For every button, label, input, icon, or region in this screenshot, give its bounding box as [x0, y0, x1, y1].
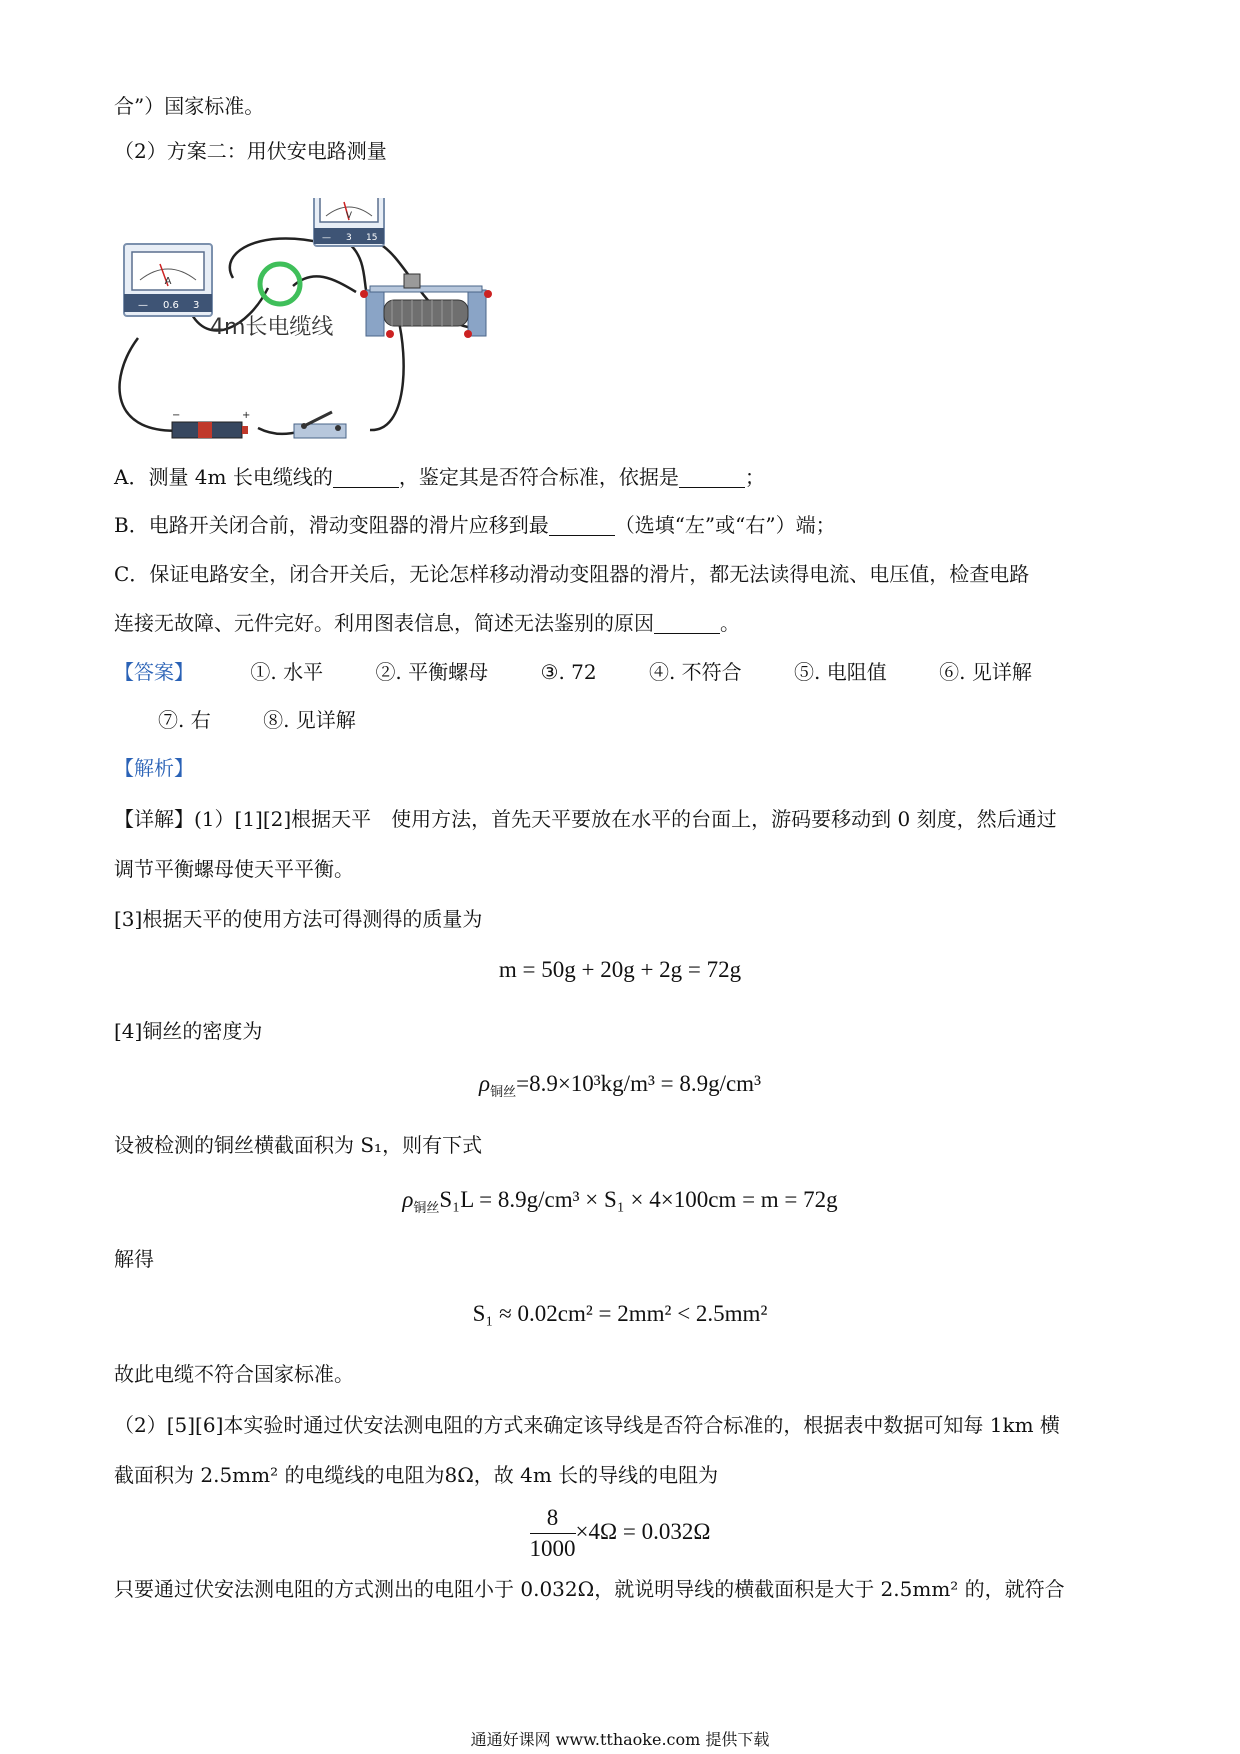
text-line: [3]根据天平的使用方法可得测得的质量为 [114, 907, 483, 931]
question-c: C．保证电路安全，闭合开关后，无论怎样移动滑动变阻器的滑片，都无法读得电流、电压值，检查电路 [114, 562, 1030, 586]
analysis-label: 【解析】 [114, 756, 194, 780]
text-line: 故此电缆不符合国家标准。 [114, 1362, 354, 1386]
circuit-figure [108, 198, 548, 446]
text-line: 【详解】(1）[1][2]根据天平 使用方法，首先天平要放在水平的台面上，游码要移动到 0 刻度，然后通过 [114, 807, 1057, 831]
text-line: [4]铜丝的密度为 [114, 1019, 263, 1043]
svg-text:—: — [322, 233, 331, 243]
answer-item: ②. 平衡螺母 [375, 660, 489, 684]
ammeter-letter: A [164, 276, 172, 287]
question-c-cont: 连接无故障、元件完好。利用图表信息，简述无法鉴别的原因 。 [114, 611, 740, 635]
svg-text:−: − [172, 410, 181, 421]
answer-label: 【答案】 [114, 660, 194, 684]
answer-item: ①. 水平 [250, 660, 324, 684]
equation-mass: m = 50g + 20g + 2g = 72g [498, 957, 742, 982]
answer-blank [333, 467, 399, 488]
equation-area: $\rho_{铜丝}S_1L = 8.9g/cm^3 \times S_1 \times 4\times 100cm = m = 72g$ [402, 1187, 838, 1215]
svg-text:—: — [138, 300, 148, 311]
voltmeter [314, 198, 384, 246]
switch [294, 412, 346, 438]
answer-item: ⑤. 电阻值 [794, 660, 887, 684]
ammeter [124, 244, 212, 316]
text-line: 合”）国家标准。 [114, 94, 265, 118]
answer-blank [549, 515, 615, 536]
text-line: 解得 [114, 1247, 154, 1271]
question-b: B．电路开关闭合前，滑动变阻器的滑片应移到最 （选填“左”或“右”）端； [114, 513, 836, 537]
svg-text:+: + [242, 410, 251, 421]
text-line: 设被检测的铜丝横截面积为 S₁，则有下式 [114, 1133, 483, 1157]
svg-text:3: 3 [193, 300, 200, 311]
text-line: 截面积为 2.5mm² 的电缆线的电阻为8Ω，故 4m 长的导线的电阻为 [114, 1463, 719, 1487]
answer-item: ⑦. 右 [158, 708, 211, 732]
answer-item: ⑥. 见详解 [939, 660, 1032, 684]
equation-resistance: $\frac{8}{1000}$ ×4Ω = 0.032Ω [529, 1505, 711, 1561]
svg-text:0.6: 0.6 [163, 300, 179, 311]
answer-blank [679, 467, 745, 488]
page-footer: 通通好课网 www.tthaoke.com 提供下载 [470, 1730, 770, 1749]
wire [230, 238, 323, 278]
text-line: （2）[5][6]本实验时通过伏安法测电阻的方式来确定该导线是否符合标准的，根据表中数据可知每 1km 横 [114, 1413, 1060, 1437]
cable-label: 4m长电缆线 [210, 315, 334, 340]
question-a: A．测量 4m 长电缆线的 ，鉴定其是否符合标准，依据是 ； [114, 465, 765, 489]
equation-density: $\rho_{铜丝}=8.9\times 10^3kg/m^3 = 8.9g/cm^3$ [479, 1071, 761, 1099]
text-line: 只要通过伏安法测电阻的方式测出的电阻小于 0.032Ω，就说明导线的横截面积是大于 2.5mm² 的，就符合 [114, 1577, 1065, 1601]
answer-item: ⑧. 见详解 [263, 708, 356, 732]
svg-text:3: 3 [346, 233, 352, 243]
answer-row [114, 658, 1078, 686]
answer-blank [654, 613, 720, 634]
battery [172, 410, 250, 438]
section-heading: （2）方案二：用伏安电路测量 [114, 139, 387, 163]
answer-row [158, 706, 402, 734]
answer-item: ④. 不符合 [648, 660, 742, 684]
svg-text:15: 15 [366, 233, 378, 243]
text-line: 调节平衡螺母使天平平衡。 [114, 857, 354, 881]
rheostat [360, 274, 492, 338]
answer-item: ③. 72 [540, 660, 597, 684]
voltmeter-letter: V [345, 211, 353, 221]
equation-solve: S₁ ≈ 0.02cm² = 2mm² < 2.5mm² [472, 1301, 768, 1326]
